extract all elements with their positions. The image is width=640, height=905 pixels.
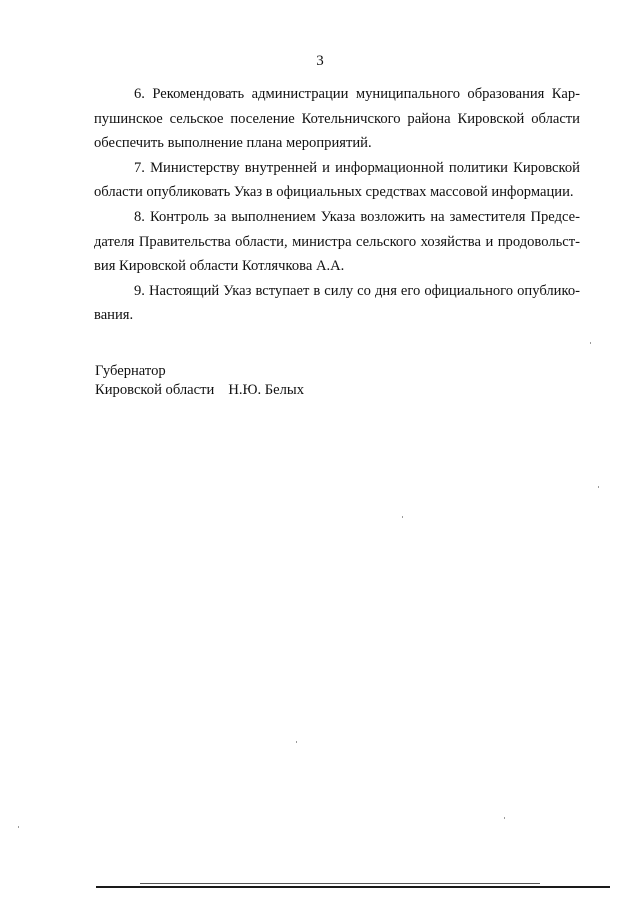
paragraph-line: 8. Контроль за выполнением Указа возложить на заместителя Предсе- (134, 208, 580, 225)
paragraph-6 (94, 82, 580, 156)
bottom-rule (96, 886, 610, 888)
scan-speck (598, 486, 599, 488)
signatory-position: Губернатор (95, 363, 166, 379)
paragraph-line: области опубликовать Указ в официальных средствах массовой информации. (94, 184, 574, 201)
scan-speck (504, 817, 505, 819)
paragraph-line: 6. Рекомендовать администрации муниципального образования Кар- (134, 86, 580, 102)
scan-speck (18, 826, 19, 828)
paragraph-line: вия Кировской области Котлячкова А.А. (94, 258, 345, 275)
paragraph-line: пушинское сельское поселение Котельничского района Кировской области (94, 110, 580, 127)
paragraph-8 (94, 205, 580, 279)
document-body (94, 82, 580, 328)
scan-speck (590, 342, 591, 344)
signatory-region: Кировской области (95, 382, 215, 398)
paragraph-9 (94, 279, 580, 328)
paragraph-line: 9. Настоящий Указ вступает в силу со дня его официального опублико- (134, 282, 580, 299)
paragraph-line: вания. (94, 307, 134, 324)
scan-speck (402, 516, 403, 518)
paragraph-7 (94, 156, 580, 205)
paragraph-line: дателя Правительства области, министра сельского хозяйства и продовольст- (94, 233, 580, 250)
paragraph-line: 7. Министерству внутренней и информационной политики Кировской (134, 159, 580, 176)
signatory-name: Н.Ю. Белых (228, 382, 305, 398)
scan-speck (296, 741, 297, 743)
page-number: 3 (316, 53, 324, 69)
bottom-scan-line (140, 883, 540, 884)
paragraph-line: обеспечить выполнение плана мероприятий. (94, 135, 372, 152)
signature-block (95, 362, 304, 400)
signatory-region-row (95, 381, 304, 400)
